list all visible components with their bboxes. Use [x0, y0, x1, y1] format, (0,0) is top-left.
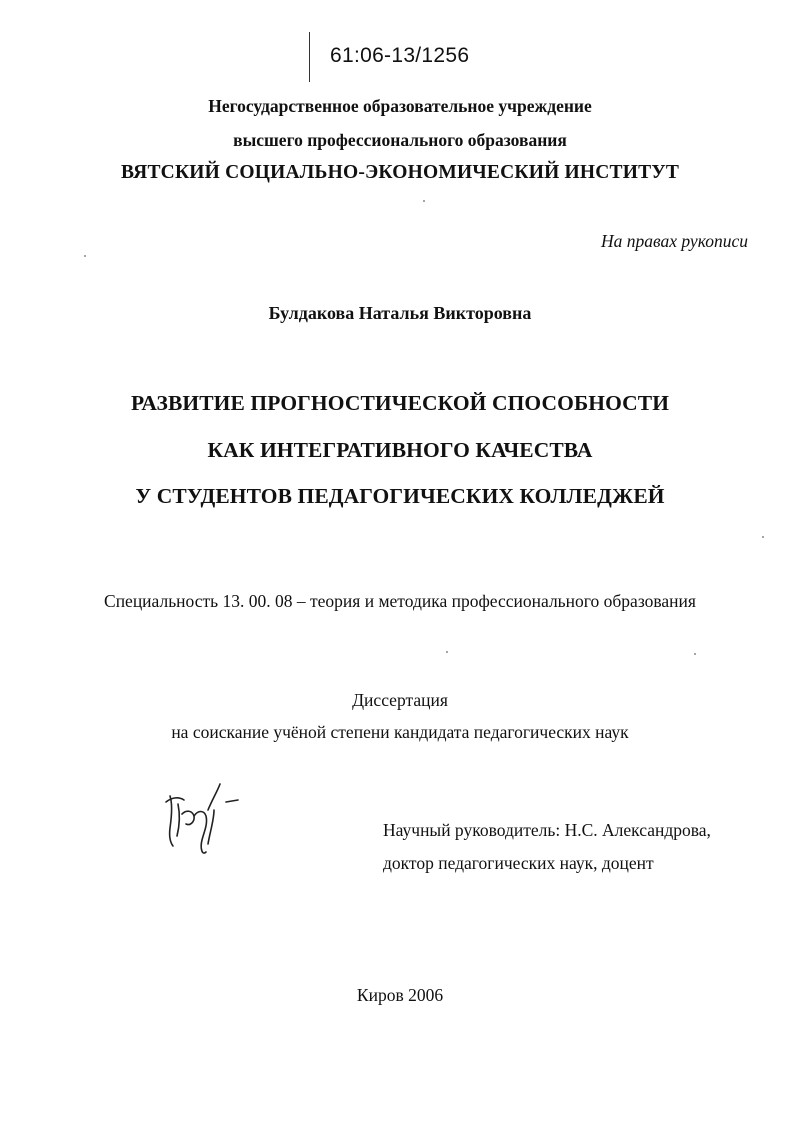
handwritten-signature	[158, 780, 248, 860]
scan-speck	[694, 653, 696, 655]
supervisor-line-2: доктор педагогических наук, доцент	[383, 853, 654, 873]
stamp-vertical-line	[309, 32, 310, 82]
degree-line: на соискание учёной степени кандидата педагогических наук	[171, 722, 629, 742]
institution-name: ВЯТСКИЙ СОЦИАЛЬНО-ЭКОНОМИЧЕСКИЙ ИНСТИТУТ	[120, 162, 680, 183]
title-line-1: РАЗВИТИЕ ПРОГНОСТИЧЕСКОЙ СПОСОБНОСТИ	[130, 391, 670, 415]
title-line-2: КАК ИНТЕГРАТИВНОГО КАЧЕСТВА	[207, 438, 593, 462]
work-type-label: Диссертация	[352, 690, 448, 710]
stamp-id: 61:06-13/1256	[330, 44, 470, 67]
title-line-3: У СТУДЕНТОВ ПЕДАГОГИЧЕСКИХ КОЛЛЕДЖЕЙ	[135, 484, 665, 508]
scan-speck	[84, 255, 86, 257]
place-year: Киров 2006	[356, 985, 444, 1005]
specialty: Специальность 13. 00. 08 – теория и методика профессионального образования	[104, 591, 696, 611]
scan-speck	[423, 200, 425, 202]
rights-note: На правах рукописи	[601, 231, 748, 251]
supervisor-line-1: Научный руководитель: Н.С. Александрова,	[383, 820, 711, 840]
author-name: Булдакова Наталья Викторовна	[268, 303, 532, 323]
scan-speck	[446, 651, 448, 653]
institution-line-2: высшего профессионального образования	[233, 130, 567, 150]
institution-line-1: Негосударственное образовательное учреждение	[208, 96, 592, 116]
scan-speck	[762, 536, 764, 538]
